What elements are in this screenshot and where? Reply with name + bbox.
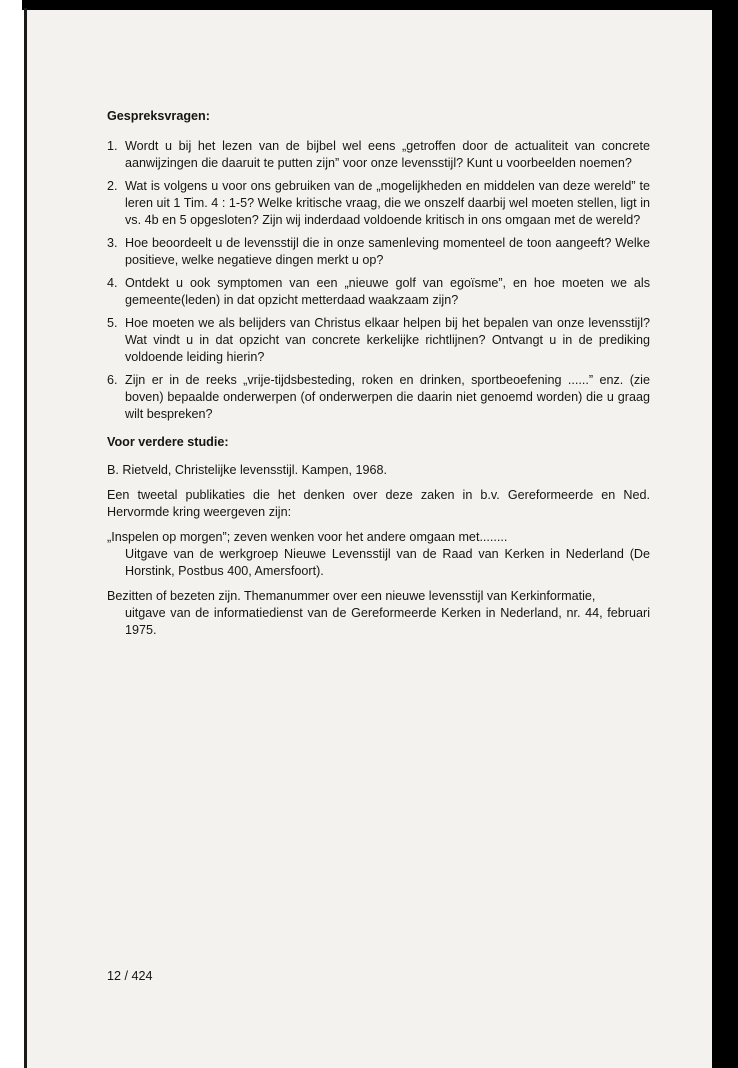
question-item [107, 315, 650, 366]
question-list [107, 138, 650, 423]
publications-intro: Een tweetal publikaties die het denken over deze zaken in b.v. Gereformeerde en Ned. Hervormde kring weergeven zijn: [107, 488, 650, 519]
citation-rietveld: B. Rietveld, Christelijke levensstijl. Kampen, 1968. [107, 463, 387, 477]
page-number: 12 / 424 [107, 969, 153, 983]
question-text: Ontdekt u ook symptomen van een „nieuwe golf van egoïsme”, en hoe moeten we als gemeente(leden) in dat opzicht metterdaad waakzaam zijn? [125, 276, 650, 307]
question-number: 2. [107, 179, 118, 193]
question-item [107, 178, 650, 229]
question-number: 1. [107, 139, 118, 153]
page-content [107, 108, 650, 647]
question-number: 5. [107, 316, 118, 330]
question-item [107, 275, 650, 309]
question-item [107, 235, 650, 269]
reference-title: Bezitten of bezeten zijn. Themanummer over een nieuwe levensstijl van Kerkinformatie, [107, 589, 596, 603]
reference-item [107, 529, 650, 580]
question-text: Hoe beoordeelt u de levensstijl die in onze samenleving momenteel de toon aangeeft? Welke positieve, welke negatieve dingen merkt u op? [125, 236, 650, 267]
reference-item [107, 588, 650, 639]
scan-border-right [712, 0, 738, 1068]
section-heading-further-study: Voor verdere studie: [107, 435, 229, 449]
question-text: Hoe moeten we als belijders van Christus elkaar helpen bij het bepalen van onze levensstijl? Wat vindt u in dat opzicht van concrete kerkelijke richtlijnen? Ontvangt u in de prediking voldoende leiding hierin? [125, 316, 650, 364]
question-text: Wordt u bij het lezen van de bijbel wel eens „getroffen door de actualiteit van concrete aanwijzingen die daaruit te putten zijn” voor onze levensstijl? Kunt u voorbeelden noemen? [125, 139, 650, 170]
question-text: Zijn er in de reeks „vrije-tijdsbesteding, roken en drinken, sportbeoefening ......” enz. (zie boven) bepaalde onderwerpen (of onderwerpen die daarin niet genoemd worden) die u graag wilt bespreken? [125, 373, 650, 421]
question-number: 4. [107, 276, 118, 290]
reference-title: „Inspelen op morgen”; zeven wenken voor het andere omgaan met........ [107, 530, 508, 544]
reference-details: uitgave van de informatiedienst van de Gereformeerde Kerken in Nederland, nr. 44, februari 1975. [125, 606, 650, 637]
question-text: Wat is volgens u voor ons gebruiken van de „mogelijkheden en middelen van deze wereld” te leren uit 1 Tim. 4 : 1-5? Welke kritische vraag, die we onszelf daarbij wel moeten stellen, ligt in vs. 4b en 5 opgesloten? Zijn wij inderdaad voldoende kritisch in ons omgaan met de wereld? [125, 179, 650, 227]
question-item [107, 138, 650, 172]
reference-details: Uitgave van de werkgroep Nieuwe Levensstijl van de Raad van Kerken in Nederland (De Horstink, Postbus 400, Amersfoort). [125, 547, 650, 578]
scan-border-top [22, 0, 722, 10]
question-item [107, 372, 650, 423]
section-heading-discussion: Gespreksvragen: [107, 109, 210, 123]
question-number: 6. [107, 373, 118, 387]
question-number: 3. [107, 236, 118, 250]
